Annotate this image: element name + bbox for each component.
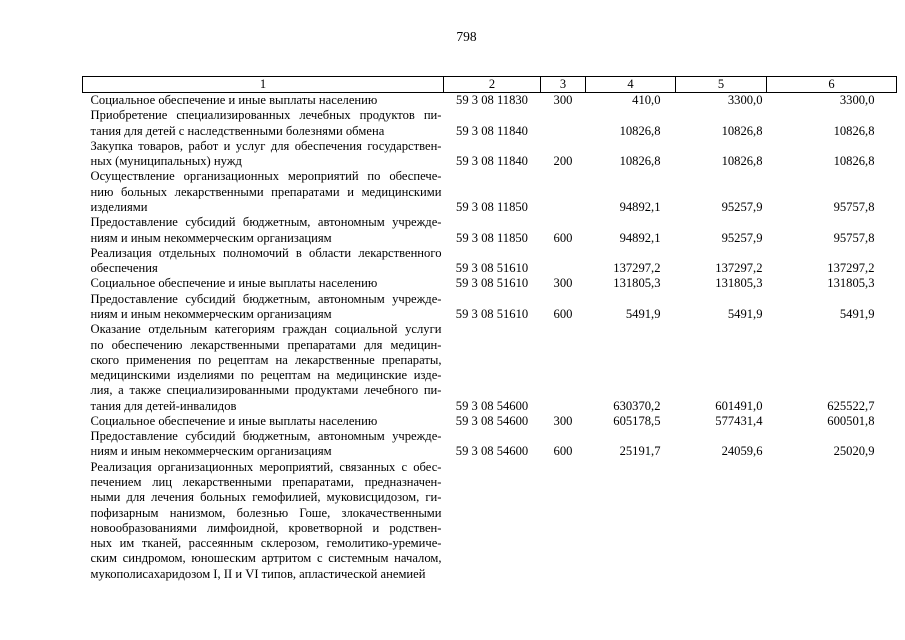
- code-cell: 59 3 08 54600: [455, 398, 529, 413]
- expense-type-cell: [541, 108, 586, 139]
- description-line: ниям и иным некоммерческим организациям: [90, 230, 332, 245]
- description-line: Реализация организационных мероприятий, связанных с обес-: [90, 459, 442, 474]
- description-line: нию больных лекарственными препаратами и медицинскими: [90, 184, 442, 199]
- description-line: мукополисахаридозом I, II и VI типов, апластической анемией: [90, 566, 426, 581]
- column-header-6: 6: [767, 77, 897, 93]
- expense-type-cell: 600: [553, 306, 573, 321]
- amount-cell-col5: 24059,6: [721, 444, 763, 459]
- description-line: обеспечения: [90, 261, 158, 276]
- description-line: Закупка товаров, работ и услуг для обеспечения государствен-: [90, 138, 442, 153]
- column-header-3: 3: [541, 77, 586, 93]
- code-cell: 59 3 08 54600: [455, 444, 529, 459]
- column-header-1: 1: [83, 77, 444, 93]
- expense-type-cell: 300: [553, 93, 573, 107]
- amount-cell-col4: 10826,8: [619, 154, 661, 169]
- table-row: [83, 322, 897, 414]
- table-row: [83, 246, 897, 277]
- amount-cell-col4: 410,0: [632, 93, 661, 107]
- description-line: печением лиц лекарственными препаратами, предназначен-: [90, 475, 442, 490]
- description-line: Реализация отдельных полномочий в области лекарственного: [90, 245, 442, 260]
- amount-cell-col4: 94892,1: [619, 199, 661, 214]
- table-row: [83, 108, 897, 139]
- page-number: 798: [456, 29, 477, 44]
- description-line: Предоставление субсидий бюджетным, автономным учрежде-: [90, 291, 442, 306]
- description-line: Приобретение специализированных лечебных продуктов пи-: [90, 108, 442, 123]
- code-cell: 59 3 08 11850: [456, 230, 528, 245]
- code-cell: 59 3 08 11850: [456, 199, 528, 214]
- amount-cell-col6: 95757,8: [833, 199, 875, 214]
- amount-cell-col5: 95257,9: [721, 230, 763, 245]
- table-body: [83, 93, 897, 583]
- amount-cell-col6: 25020,9: [833, 444, 875, 459]
- description-cell: [83, 169, 444, 215]
- description-line: ниям и иным некоммерческим организациям: [90, 306, 332, 321]
- amount-cell-col6: 131805,3: [827, 276, 875, 291]
- amount-cell-col6: 5491,9: [839, 306, 875, 321]
- amount-cell-col4: 131805,3: [613, 276, 661, 291]
- amount-cell-col6: 3300,0: [839, 93, 875, 107]
- expense-type-cell: [541, 322, 586, 414]
- amount-cell-col4: 630370,2: [613, 398, 661, 413]
- table-row: [83, 215, 897, 246]
- table-row: [83, 429, 897, 460]
- amount-cell-col4: 25191,7: [619, 444, 661, 459]
- description-line: Предоставление субсидий бюджетным, автономным учрежде-: [90, 215, 442, 230]
- amount-cell-col4: 94892,1: [619, 230, 661, 245]
- expense-type-cell: 600: [553, 230, 573, 245]
- column-header-4: 4: [586, 77, 676, 93]
- amount-cell-col5: 95257,9: [721, 199, 763, 214]
- description-line: ским синдромом, юношеским артритом с системным началом,: [90, 551, 442, 566]
- description-cell: [83, 246, 444, 277]
- description-line: пофизарным нанизмом, болезнью Гоше, злокачественными: [90, 505, 442, 520]
- amount-cell-col5: 131805,3: [715, 276, 763, 291]
- expense-type-cell: [541, 460, 586, 582]
- amount-cell-col5: 10826,8: [721, 123, 763, 138]
- amount-cell-col4: 137297,2: [613, 261, 661, 276]
- description-line: ными для лечения больных гемофилией, муковисцидозом, ги-: [90, 490, 442, 505]
- code-cell: 59 3 08 51610: [455, 261, 529, 276]
- description-line: Предоставление субсидий бюджетным, автономным учрежде-: [90, 429, 442, 444]
- table-row: [83, 414, 897, 429]
- amount-cell-col5: 5491,9: [727, 306, 763, 321]
- code-cell: 59 3 08 11830: [456, 93, 528, 107]
- table-header: [83, 77, 897, 93]
- description-line: тания для детей с наследственными болезнями обмена: [90, 123, 385, 138]
- description-line: новообразованиями лимфоидной, кроветворной и родствен-: [90, 520, 442, 535]
- amount-cell-col6: [767, 460, 897, 582]
- description-cell: [83, 108, 444, 139]
- amount-cell-col5: [676, 460, 767, 582]
- description-line: тания для детей-инвалидов: [90, 398, 237, 413]
- description-line: Осуществление организационных мероприятий по обеспече-: [90, 169, 442, 184]
- description-line: ных им тканей, рассеянным склерозом, гемолитико-уремиче-: [90, 536, 442, 551]
- description-cell: [83, 93, 444, 109]
- description-line: Социальное обеспечение и иные выплаты населению: [90, 413, 378, 428]
- description-cell: [83, 215, 444, 246]
- header-row: [83, 77, 897, 93]
- column-header-2: 2: [444, 77, 541, 93]
- table-row: [83, 292, 897, 323]
- amount-cell-col5: 137297,2: [715, 261, 763, 276]
- code-cell: 59 3 08 54600: [455, 413, 529, 428]
- expense-type-cell: 300: [553, 276, 573, 291]
- amount-cell-col5: 3300,0: [727, 93, 763, 107]
- description-cell: [83, 429, 444, 460]
- expense-type-cell: [541, 246, 586, 277]
- description-line: Социальное обеспечение и иные выплаты населению: [90, 93, 378, 107]
- table-row: [83, 276, 897, 291]
- description-line: ниям и иным некоммерческим организациям: [90, 444, 332, 459]
- description-line: изделиями: [90, 199, 148, 214]
- amount-cell-col6: 95757,8: [833, 230, 875, 245]
- amount-cell-col6: 600501,8: [827, 413, 875, 428]
- amount-cell-col4: 10826,8: [619, 123, 661, 138]
- amount-cell-col4: [586, 460, 676, 582]
- expense-type-cell: 200: [553, 154, 573, 169]
- table-row: [83, 460, 897, 582]
- table-row: [83, 169, 897, 215]
- amount-cell-col6: 10826,8: [833, 123, 875, 138]
- description-cell: [83, 322, 444, 414]
- description-line: по обеспечению лекарственными препаратами для медицин-: [90, 337, 442, 352]
- amount-cell-col5: 601491,0: [715, 398, 763, 413]
- code-cell: 59 3 08 11840: [456, 154, 528, 169]
- amount-cell-col6: 625522,7: [827, 398, 875, 413]
- description-cell: [83, 139, 444, 170]
- description-cell: [83, 292, 444, 323]
- amount-cell-col4: 5491,9: [625, 306, 661, 321]
- amount-cell-col5: 577431,4: [715, 413, 763, 428]
- code-cell: 59 3 08 11840: [456, 123, 528, 138]
- description-line: ского применения по рецептам на лекарственные препараты,: [90, 352, 442, 367]
- code-cell: 59 3 08 51610: [455, 276, 529, 291]
- table-row: [83, 139, 897, 170]
- description-cell: [83, 276, 444, 291]
- expense-type-cell: [541, 169, 586, 215]
- budget-table: [82, 76, 897, 582]
- expense-type-cell: 600: [553, 444, 573, 459]
- description-line: медицинскими изделиями по рецептам на медицинские изде-: [90, 368, 442, 383]
- description-cell: [83, 414, 444, 429]
- description-line: ных (муниципальных) нужд: [90, 154, 242, 169]
- description-line: Социальное обеспечение и иные выплаты населению: [90, 276, 378, 291]
- amount-cell-col5: 10826,8: [721, 154, 763, 169]
- column-header-5: 5: [676, 77, 767, 93]
- description-cell: [83, 460, 444, 582]
- code-cell: 59 3 08 51610: [455, 306, 529, 321]
- amount-cell-col6: 10826,8: [833, 154, 875, 169]
- table-row: [83, 93, 897, 109]
- code-cell: [444, 460, 541, 582]
- description-line: Оказание отдельным категориям граждан социальной услуги: [90, 322, 442, 337]
- expense-type-cell: 300: [553, 413, 573, 428]
- amount-cell-col4: 605178,5: [613, 413, 661, 428]
- description-line: лия, а также специализированными продуктами лечебного пи-: [90, 383, 442, 398]
- amount-cell-col6: 137297,2: [827, 261, 875, 276]
